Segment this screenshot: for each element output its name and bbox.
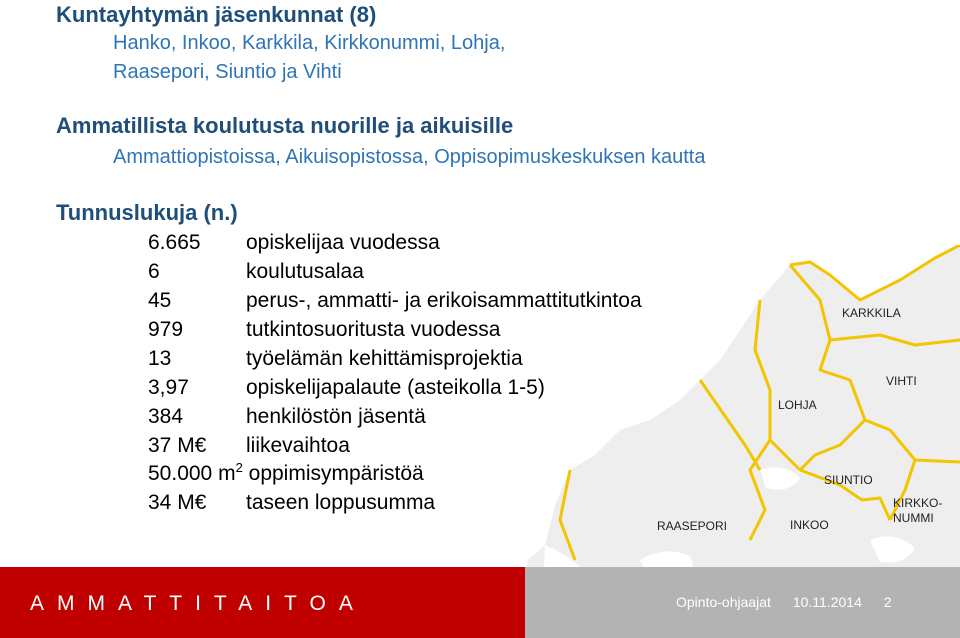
stat-text: perus-, ammatti- ja erikoisammattitutkintoa — [246, 289, 642, 312]
map-label-lohja: LOHJA — [778, 398, 817, 412]
stat-text: opiskelijapalaute (asteikolla 1-5) — [246, 376, 545, 399]
map-label-siuntio: SIUNTIO — [824, 473, 873, 487]
heading-vocational-education: Ammatillista koulutusta nuorille ja aikuisille — [56, 113, 514, 138]
stat-text: liikevaihtoa — [246, 434, 350, 457]
stat-value: 50.000 $m^2$ oppimisympäristöä — [148, 460, 424, 485]
heading-key-figures: Tunnuslukuja (n.) — [56, 200, 238, 225]
stat-text: taseen loppusumma — [246, 491, 436, 514]
footer-info — [676, 594, 910, 610]
stat-value: 979 — [148, 318, 184, 341]
brand-wordmark: AMMATTITAITOA — [30, 592, 366, 615]
stat-text: oppimisympäristöä — [248, 462, 424, 485]
footer-page-number: 2 — [883, 594, 892, 610]
map-label-kirkkonummi-2: NUMMI — [893, 511, 934, 525]
superscript-two: 2 — [235, 460, 243, 475]
stat-value: 13 — [148, 347, 172, 370]
map-label-kirkkonummi-1: KIRKKO- — [893, 496, 943, 510]
map-label-vihti: VIHTI — [886, 374, 917, 388]
map-label-inkoo: INKOO — [790, 518, 829, 532]
footer-subtitle: Opinto-ohjaajat — [676, 594, 771, 610]
education-channels-line: Ammattiopistoissa, Aikuisopistossa, Oppisopimuskeskuksen kautta — [113, 146, 706, 168]
stat-text: koulutusalaa — [246, 260, 364, 283]
heading-member-municipalities: Kuntayhtymän jäsenkunnat (8) — [56, 2, 377, 27]
stat-text: tutkintosuoritusta vuodessa — [246, 318, 501, 341]
stat-value: 384 — [148, 405, 184, 428]
footer-date: 10.11.2014 — [792, 594, 862, 610]
stat-value: 6 — [148, 260, 160, 283]
municipalities-line-1: Hanko, Inkoo, Karkkila, Kirkkonummi, Lohja, — [113, 32, 506, 54]
stat-value: 37 M€ — [148, 434, 207, 457]
stat-value: 6.665 — [148, 231, 201, 254]
stat-value: 45 — [148, 289, 172, 312]
stat-value: 34 M€ — [148, 491, 207, 514]
map-label-raasepori: RAASEPORI — [657, 519, 728, 533]
map-label-karkkila: KARKKILA — [842, 306, 901, 320]
stat-text: henkilöstön jäsentä — [246, 405, 426, 428]
stat-text: työelämän kehittämisprojektia — [246, 347, 523, 370]
municipalities-line-2: Raasepori, Siuntio ja Vihti — [113, 61, 342, 83]
stat-text: opiskelijaa vuodessa — [246, 231, 440, 254]
stat-value: 3,97 — [148, 376, 189, 399]
